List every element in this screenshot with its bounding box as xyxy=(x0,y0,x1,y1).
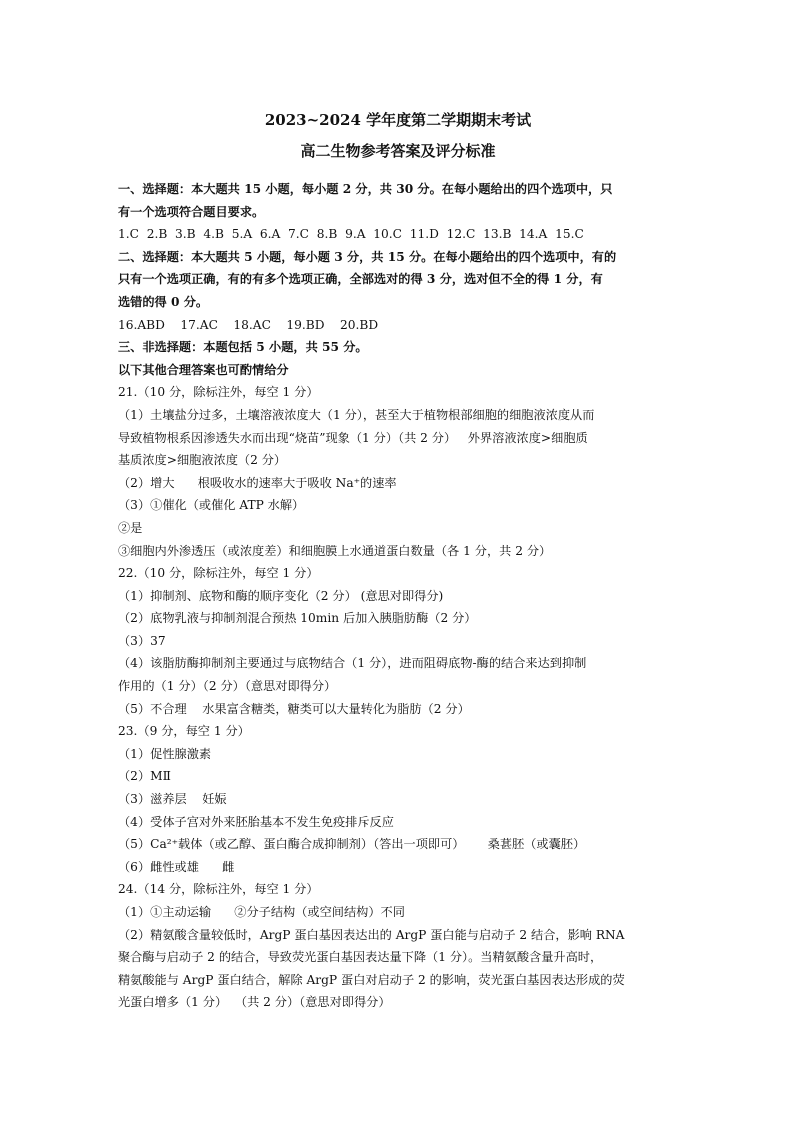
text-line: 只有一个选项正确，有的有多个选项正确，全部选对的得 3 分，选对但不全的得 1 分，有 xyxy=(118,272,603,287)
text-line: 22.（10 分，除标注外，每空 1 分） xyxy=(118,566,319,581)
text-line: （2）MⅡ xyxy=(118,769,171,784)
text-line: 光蛋白增多（1 分） （共 2 分）（意思对即得分） xyxy=(118,995,391,1010)
text-line: 以下其他合理答案也可酌情给分 xyxy=(118,362,289,377)
text-line: （2）底物乳液与抑制剂混合预热 10min 后加入胰脂肪酶（2 分） xyxy=(118,611,477,626)
text-line: 精氨酸能与 ArgP 蛋白结合，解除 ArgP 蛋白对启动子 2 的影响，荧光蛋白基因表达形成的荧 xyxy=(118,972,625,987)
text-line: 选错的得 0 分。 xyxy=(118,294,209,309)
text-line: ③细胞内外渗透压（或浓度差）和细胞膜上水通道蛋白数量（各 1 分，共 2 分） xyxy=(118,543,552,558)
page-subtitle: 高二生物参考答案及评分标准 xyxy=(300,142,496,160)
page-title: 2023~2024 学年度第二学期期末考试 xyxy=(264,111,532,129)
text-line: （1）土壤盐分过多，土壤溶液浓度大（1 分），甚至大于植物根部细胞的细胞液浓度从而 xyxy=(118,407,595,422)
text-line: 1.C 2.B 3.B 4.B 5.A 6.A 7.C 8.B 9.A 10.C 11.D 12.C 13.B 14.A 15.C xyxy=(118,227,584,242)
text-line: 二、选择题：本大题共 5 小题，每小题 3 分，共 15 分。在每小题给出的四个选项中，有的 xyxy=(118,249,617,264)
text-line: （5）不合理 水果富含糖类，糖类可以大量转化为脂肪（2 分） xyxy=(118,701,470,716)
text-line: （6）雌性或雄 雌 xyxy=(118,859,235,874)
text-line: 一、选择题：本大题共 15 小题，每小题 2 分，共 30 分。在每小题给出的四个选项中，只 xyxy=(118,182,613,196)
text-line: 16.ABD 17.AC 18.AC 19.BD 20.BD xyxy=(118,317,379,332)
text-line: （3）①催化（或催化 ATP 水解） xyxy=(118,498,305,513)
text-line: （4）受体子宫对外来胚胎基本不发生免疫排斥反应 xyxy=(118,814,394,829)
text-line: 导致植物根系因渗透失水而出现“烧苗”现象（1 分）（共 2 分） 外界溶液浓度>细胞质 xyxy=(118,430,588,445)
answer-body xyxy=(118,178,678,1014)
text-line: （3）滋养层 妊娠 xyxy=(118,792,227,807)
text-line: （1）促性腺激素 xyxy=(118,746,212,761)
text-line: 24.（14 分，除标注外，每空 1 分） xyxy=(118,882,319,897)
text-line: ②是 xyxy=(118,520,143,535)
text-line: 三、非选择题：本题包括 5 小题，共 55 分。 xyxy=(118,340,368,355)
text-line: 聚合酶与启动子 2 的结合，导致荧光蛋白基因表达量下降（1 分）。当精氨酸含量升高时， xyxy=(118,950,603,965)
text-line: 作用的（1 分）（2 分）（意思对即得分） xyxy=(118,679,337,694)
text-line: 23.（9 分，每空 1 分） xyxy=(118,724,250,739)
text-line: （5）Ca²⁺载体（或乙醇、蛋白酶合成抑制剂）（答出一项即可） 桑葚胚（或囊胚） xyxy=(118,837,586,852)
text-line: 基质浓度>细胞液浓度（2 分） xyxy=(118,453,287,468)
text-line: （4）该脂肪酶抑制剂主要通过与底物结合（1 分），进而阻碍底物-酶的结合来达到抑制 xyxy=(118,656,587,671)
text-line: （2）精氨酸含量较低时，ArgP 蛋白基因表达出的 ArgP 蛋白能与启动子 2 结合，影响 RNA xyxy=(118,927,625,942)
answer-sheet xyxy=(118,100,678,1014)
text-line: （1）①主动运输 ②分子结构（或空间结构）不同 xyxy=(118,905,405,919)
text-line: 有一个选项符合题目要求。 xyxy=(118,204,265,219)
text-line: （1）抑制剂、底物和酶的顺序变化（2 分） (意思对即得分) xyxy=(118,588,444,603)
text-line: （3）37 xyxy=(118,633,166,648)
text-line: （2）增大 根吸收水的速率大于吸收 Na⁺的速率 xyxy=(118,475,397,490)
text-line: 21.（10 分，除标注外，每空 1 分） xyxy=(118,385,319,400)
